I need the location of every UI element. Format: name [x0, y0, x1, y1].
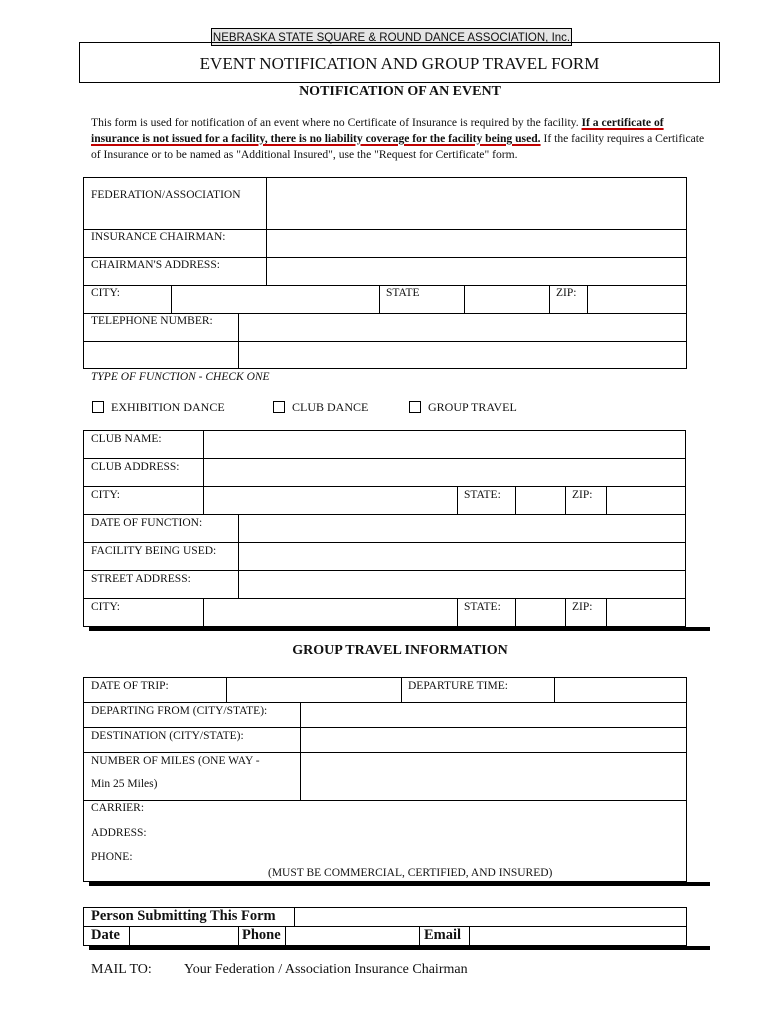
facility-field[interactable]	[239, 543, 685, 569]
telephone-label: TELEPHONE NUMBER:	[91, 315, 213, 327]
club-name-field[interactable]	[204, 431, 685, 457]
street-address-label: STREET ADDRESS:	[91, 573, 191, 585]
group-travel-checkbox[interactable]	[409, 401, 421, 413]
facility-city-field[interactable]	[204, 599, 456, 626]
intro-warning: If a certificate of insurance is not issued for a facility, there is no liability coverage for the facility being used.	[91, 116, 664, 145]
section-shadow	[89, 882, 710, 886]
club-state-field[interactable]	[516, 487, 564, 513]
state-label: STATE	[386, 287, 420, 299]
carrier-note: (MUST BE COMMERCIAL, CERTIFIED, AND INSURED)	[268, 867, 553, 879]
club-address-label: CLUB ADDRESS:	[91, 461, 180, 473]
telephone-field-extra[interactable]	[239, 342, 686, 368]
submit-date-field[interactable]	[130, 927, 237, 945]
departure-time-label: DEPARTURE TIME:	[408, 680, 508, 692]
date-of-trip-field[interactable]	[227, 678, 400, 701]
exhibition-dance-label: EXHIBITION DANCE	[111, 400, 225, 414]
date-of-function-label: DATE OF FUNCTION:	[91, 517, 203, 529]
miles-label-line1: NUMBER OF MILES (ONE WAY -	[91, 755, 260, 767]
divider	[238, 926, 239, 946]
city-field[interactable]	[172, 286, 378, 312]
state-field[interactable]	[465, 286, 548, 312]
section-title-event: NOTIFICATION OF AN EVENT	[299, 84, 501, 99]
divider	[419, 926, 420, 946]
section-title-travel: GROUP TRAVEL INFORMATION	[292, 643, 508, 658]
facility-zip-field[interactable]	[607, 599, 685, 626]
submit-phone-label: Phone	[242, 927, 281, 943]
mail-to-label: MAIL TO:	[91, 962, 152, 977]
divider	[379, 285, 380, 313]
facility-state-field[interactable]	[516, 599, 564, 626]
person-submitting-field[interactable]	[295, 908, 686, 925]
street-address-field[interactable]	[239, 571, 685, 597]
federation-field[interactable]	[267, 178, 686, 228]
club-zip-field[interactable]	[607, 487, 685, 513]
destination-label: DESTINATION (CITY/STATE):	[91, 730, 244, 742]
club-address-field[interactable]	[204, 459, 685, 485]
mail-to-recipient: Your Federation / Association Insurance Chairman	[184, 962, 468, 977]
insurance-chairman-field[interactable]	[267, 230, 686, 256]
miles-field[interactable]	[301, 753, 686, 799]
divider	[457, 598, 458, 627]
divider	[565, 598, 566, 627]
divider	[401, 677, 402, 702]
carrier-label: CARRIER:	[91, 802, 145, 814]
federation-label: FEDERATION/ASSOCIATION	[91, 189, 241, 201]
zip-label: ZIP:	[556, 287, 577, 299]
club-zip-label: ZIP:	[572, 489, 593, 501]
facility-state-label: STATE:	[464, 601, 501, 613]
submit-email-field[interactable]	[470, 927, 686, 945]
chairman-address-field[interactable]	[267, 258, 686, 284]
function-type-heading: TYPE OF FUNCTION - CHECK ONE	[91, 371, 270, 383]
group-travel-label: GROUP TRAVEL	[428, 400, 517, 414]
miles-label-line2: Min 25 Miles)	[91, 778, 158, 790]
insurance-chairman-label: INSURANCE CHAIRMAN:	[91, 231, 226, 243]
form-title: EVENT NOTIFICATION AND GROUP TRAVEL FORM	[79, 42, 720, 83]
club-state-label: STATE:	[464, 489, 501, 501]
submit-email-label: Email	[424, 927, 462, 943]
intro-text-1: This form is used for notification of an event where no Certificate of Insurance is required by the facility.	[91, 116, 582, 129]
facility-zip-label: ZIP:	[572, 601, 593, 613]
date-of-trip-label: DATE OF TRIP:	[91, 680, 169, 692]
club-dance-checkbox[interactable]	[273, 401, 285, 413]
intro-text-2: If the facility requires a Certificate of Insurance or to be named as "Additional Insured", use the "Request for Certificate" form.	[91, 132, 705, 161]
city-label: CITY:	[91, 287, 120, 299]
facility-city-label: CITY:	[91, 601, 120, 613]
carrier-address-label: ADDRESS:	[91, 827, 147, 839]
person-submitting-label: Person Submitting This Form	[91, 908, 276, 924]
date-of-function-field[interactable]	[239, 515, 685, 541]
submit-phone-field[interactable]	[286, 927, 418, 945]
exhibition-dance-checkbox[interactable]	[92, 401, 104, 413]
intro-paragraph	[91, 115, 711, 163]
departing-from-field[interactable]	[301, 703, 686, 726]
destination-field[interactable]	[301, 728, 686, 751]
club-name-label: CLUB NAME:	[91, 433, 162, 445]
zip-field[interactable]	[588, 286, 686, 312]
departure-time-field[interactable]	[555, 678, 686, 701]
carrier-phone-label: PHONE:	[91, 851, 133, 863]
facility-label: FACILITY BEING USED:	[91, 545, 217, 557]
submit-date-label: Date	[91, 927, 120, 943]
departing-from-label: DEPARTING FROM (CITY/STATE):	[91, 705, 268, 717]
organization-name: NEBRASKA STATE SQUARE & ROUND DANCE ASSOCIATION, Inc.	[211, 28, 572, 46]
divider	[549, 285, 550, 313]
chairman-address-label: CHAIRMAN'S ADDRESS:	[91, 259, 220, 271]
club-city-field[interactable]	[204, 487, 456, 513]
section-shadow	[89, 946, 710, 950]
section-shadow	[89, 627, 710, 631]
telephone-field[interactable]	[239, 314, 686, 340]
club-dance-label: CLUB DANCE	[292, 400, 369, 414]
club-city-label: CITY:	[91, 489, 120, 501]
divider	[457, 486, 458, 514]
carrier-details-field[interactable]	[160, 801, 686, 865]
divider	[565, 486, 566, 514]
